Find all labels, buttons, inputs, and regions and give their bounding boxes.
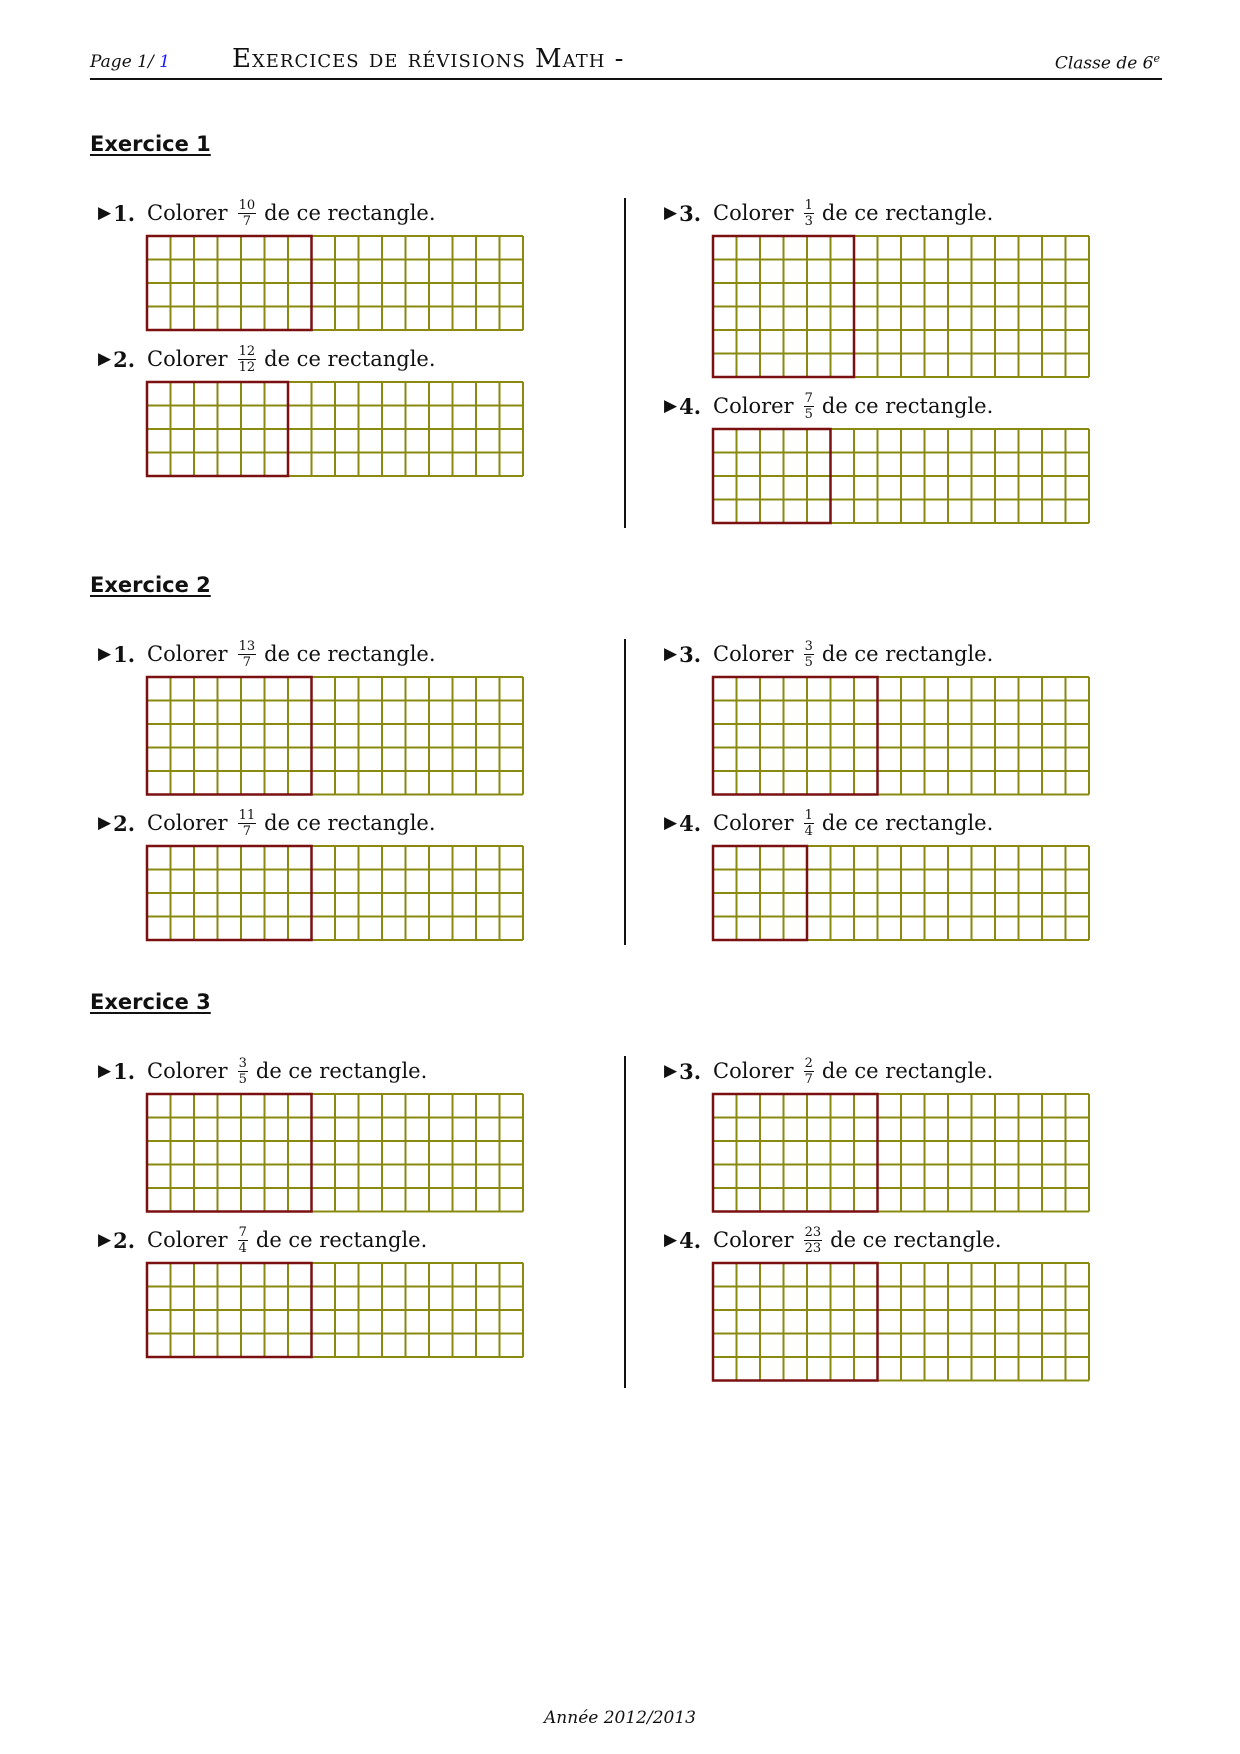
ex3-item2-grid[interactable] — [146, 1262, 524, 1358]
item-number: 2. — [113, 810, 136, 836]
fraction-numerator: 3 — [238, 1055, 247, 1071]
fraction-denominator: 23 — [804, 1240, 822, 1256]
ex1-item2-question — [98, 342, 436, 376]
item-number: 2. — [113, 346, 136, 372]
item-verb: Colorer — [713, 642, 794, 666]
fraction-denominator: 12 — [238, 359, 256, 375]
ex2-item1-question — [98, 637, 436, 671]
ex3-item3-question — [664, 1054, 993, 1088]
item-marker-icon: ▶ — [98, 644, 112, 664]
item-number: 1. — [113, 641, 136, 667]
fraction-denominator: 4 — [804, 823, 813, 839]
fraction-denominator: 4 — [238, 1240, 247, 1256]
fraction — [804, 392, 814, 421]
item-verb: Colorer — [713, 1059, 794, 1083]
item-suffix: de ce rectangle. — [821, 1059, 994, 1083]
item-verb: Colorer — [147, 642, 228, 666]
fraction-numerator: 2 — [804, 1055, 813, 1071]
item-suffix: de ce rectangle. — [264, 642, 436, 666]
fraction-numerator: 23 — [804, 1224, 822, 1240]
item-suffix: de ce rectangle. — [821, 201, 994, 225]
item-suffix: de ce rectangle. — [264, 811, 436, 835]
item-number: 3. — [679, 1058, 702, 1084]
item-number: 3. — [679, 200, 702, 226]
item-suffix: de ce rectangle. — [264, 201, 436, 225]
fraction-denominator: 3 — [804, 213, 813, 229]
item-suffix: de ce rectangle. — [821, 394, 994, 418]
fraction — [238, 640, 257, 669]
fraction-numerator: 7 — [804, 390, 813, 406]
fraction-numerator: 3 — [804, 638, 813, 654]
item-suffix: de ce rectangle. — [255, 1059, 428, 1083]
highlight-rectangle — [147, 677, 312, 795]
item-marker-icon: ▶ — [664, 1061, 678, 1081]
exercise-1-title: Exercice 1 — [90, 132, 211, 156]
fraction-numerator: 10 — [238, 197, 256, 213]
highlight-rectangle — [147, 1094, 312, 1212]
item-marker-icon: ▶ — [664, 1230, 678, 1250]
ex1-item4-grid[interactable] — [712, 428, 1090, 524]
item-suffix: de ce rectangle. — [255, 1228, 428, 1252]
item-verb: Colorer — [713, 201, 794, 225]
item-number: 4. — [679, 810, 702, 836]
fraction — [238, 345, 257, 374]
ex3-item1-grid[interactable] — [146, 1093, 524, 1213]
fraction-denominator: 7 — [242, 213, 251, 229]
item-verb: Colorer — [147, 201, 228, 225]
highlight-rectangle — [713, 677, 878, 795]
item-marker-icon: ▶ — [664, 813, 678, 833]
ex1-item3-grid[interactable] — [712, 235, 1090, 378]
item-marker-icon: ▶ — [98, 1230, 112, 1250]
item-suffix: de ce rectangle. — [821, 642, 994, 666]
fraction-numerator: 12 — [238, 343, 256, 359]
ex3-item2-question — [98, 1223, 427, 1257]
fraction-denominator: 5 — [804, 654, 813, 670]
ex2-item1-grid[interactable] — [146, 676, 524, 796]
highlight-rectangle — [713, 1263, 878, 1381]
fraction-numerator: 11 — [238, 807, 256, 823]
item-marker-icon: ▶ — [98, 813, 112, 833]
exercise-2-divider — [624, 639, 626, 945]
page-number-label: Page 1/ — [90, 52, 154, 72]
item-number: 1. — [113, 200, 136, 226]
ex2-item3-grid[interactable] — [712, 676, 1090, 796]
footer-year: Année 2012/2013 — [544, 1708, 696, 1728]
ex3-item4-grid[interactable] — [712, 1262, 1090, 1382]
fraction — [804, 640, 814, 669]
fraction-denominator: 5 — [238, 1071, 247, 1087]
fraction — [238, 199, 257, 228]
item-number: 2. — [113, 1227, 136, 1253]
exercise-3-title: Exercice 3 — [90, 990, 211, 1014]
ex2-item2-grid[interactable] — [146, 845, 524, 941]
fraction — [804, 199, 814, 228]
item-verb: Colorer — [713, 1228, 794, 1252]
item-verb: Colorer — [713, 811, 794, 835]
page-total-link[interactable]: 1 — [159, 52, 170, 72]
ex2-item4-grid[interactable] — [712, 845, 1090, 941]
page-title: Exercices de révisions Math - — [232, 44, 625, 74]
item-number: 4. — [679, 393, 702, 419]
exercise-3-divider — [624, 1056, 626, 1388]
fraction-numerator: 1 — [804, 197, 813, 213]
ex1-item2-grid[interactable] — [146, 381, 524, 477]
fraction-denominator: 7 — [242, 823, 251, 839]
item-suffix: de ce rectangle. — [821, 811, 994, 835]
item-number: 3. — [679, 641, 702, 667]
fraction-denominator: 7 — [804, 1071, 813, 1087]
fraction — [238, 1226, 248, 1255]
highlight-rectangle — [713, 1094, 878, 1212]
exercise-1-divider — [624, 198, 626, 528]
fraction-numerator: 13 — [238, 638, 256, 654]
item-number: 1. — [113, 1058, 136, 1084]
item-marker-icon: ▶ — [664, 644, 678, 664]
ex3-item4-question — [664, 1223, 1002, 1257]
fraction-denominator: 7 — [242, 654, 251, 670]
ex3-item3-grid[interactable] — [712, 1093, 1090, 1213]
class-label-text: Classe de 6 — [1054, 53, 1154, 74]
fraction — [804, 809, 814, 838]
fraction-numerator: 1 — [804, 807, 813, 823]
fraction — [238, 809, 257, 838]
item-verb: Colorer — [147, 1059, 228, 1083]
fraction — [804, 1057, 814, 1086]
ex2-item3-question — [664, 637, 993, 671]
ex1-item1-question — [98, 196, 436, 230]
item-suffix: de ce rectangle. — [830, 1228, 1002, 1252]
fraction — [238, 1057, 248, 1086]
header-rule — [90, 78, 1162, 80]
ex2-item4-question — [664, 806, 993, 840]
item-suffix: de ce rectangle. — [264, 347, 436, 371]
item-marker-icon: ▶ — [98, 203, 112, 223]
item-verb: Colorer — [147, 1228, 228, 1252]
ex3-item1-question — [98, 1054, 427, 1088]
fraction — [804, 1226, 823, 1255]
fraction-numerator: 7 — [238, 1224, 247, 1240]
item-marker-icon: ▶ — [98, 349, 112, 369]
item-verb: Colorer — [713, 394, 794, 418]
item-verb: Colorer — [147, 811, 228, 835]
ex2-item2-question — [98, 806, 436, 840]
exercise-2-title: Exercice 2 — [90, 573, 211, 597]
item-verb: Colorer — [147, 347, 228, 371]
ex1-item4-question — [664, 389, 993, 423]
item-marker-icon: ▶ — [664, 396, 678, 416]
fraction-denominator: 5 — [804, 406, 813, 422]
item-marker-icon: ▶ — [98, 1061, 112, 1081]
class-label-sup: e — [1153, 52, 1160, 65]
item-number: 4. — [679, 1227, 702, 1253]
item-marker-icon: ▶ — [664, 203, 678, 223]
ex1-item3-question — [664, 196, 993, 230]
class-label — [1055, 52, 1160, 74]
page-number — [90, 52, 170, 72]
ex1-item1-grid[interactable] — [146, 235, 524, 331]
